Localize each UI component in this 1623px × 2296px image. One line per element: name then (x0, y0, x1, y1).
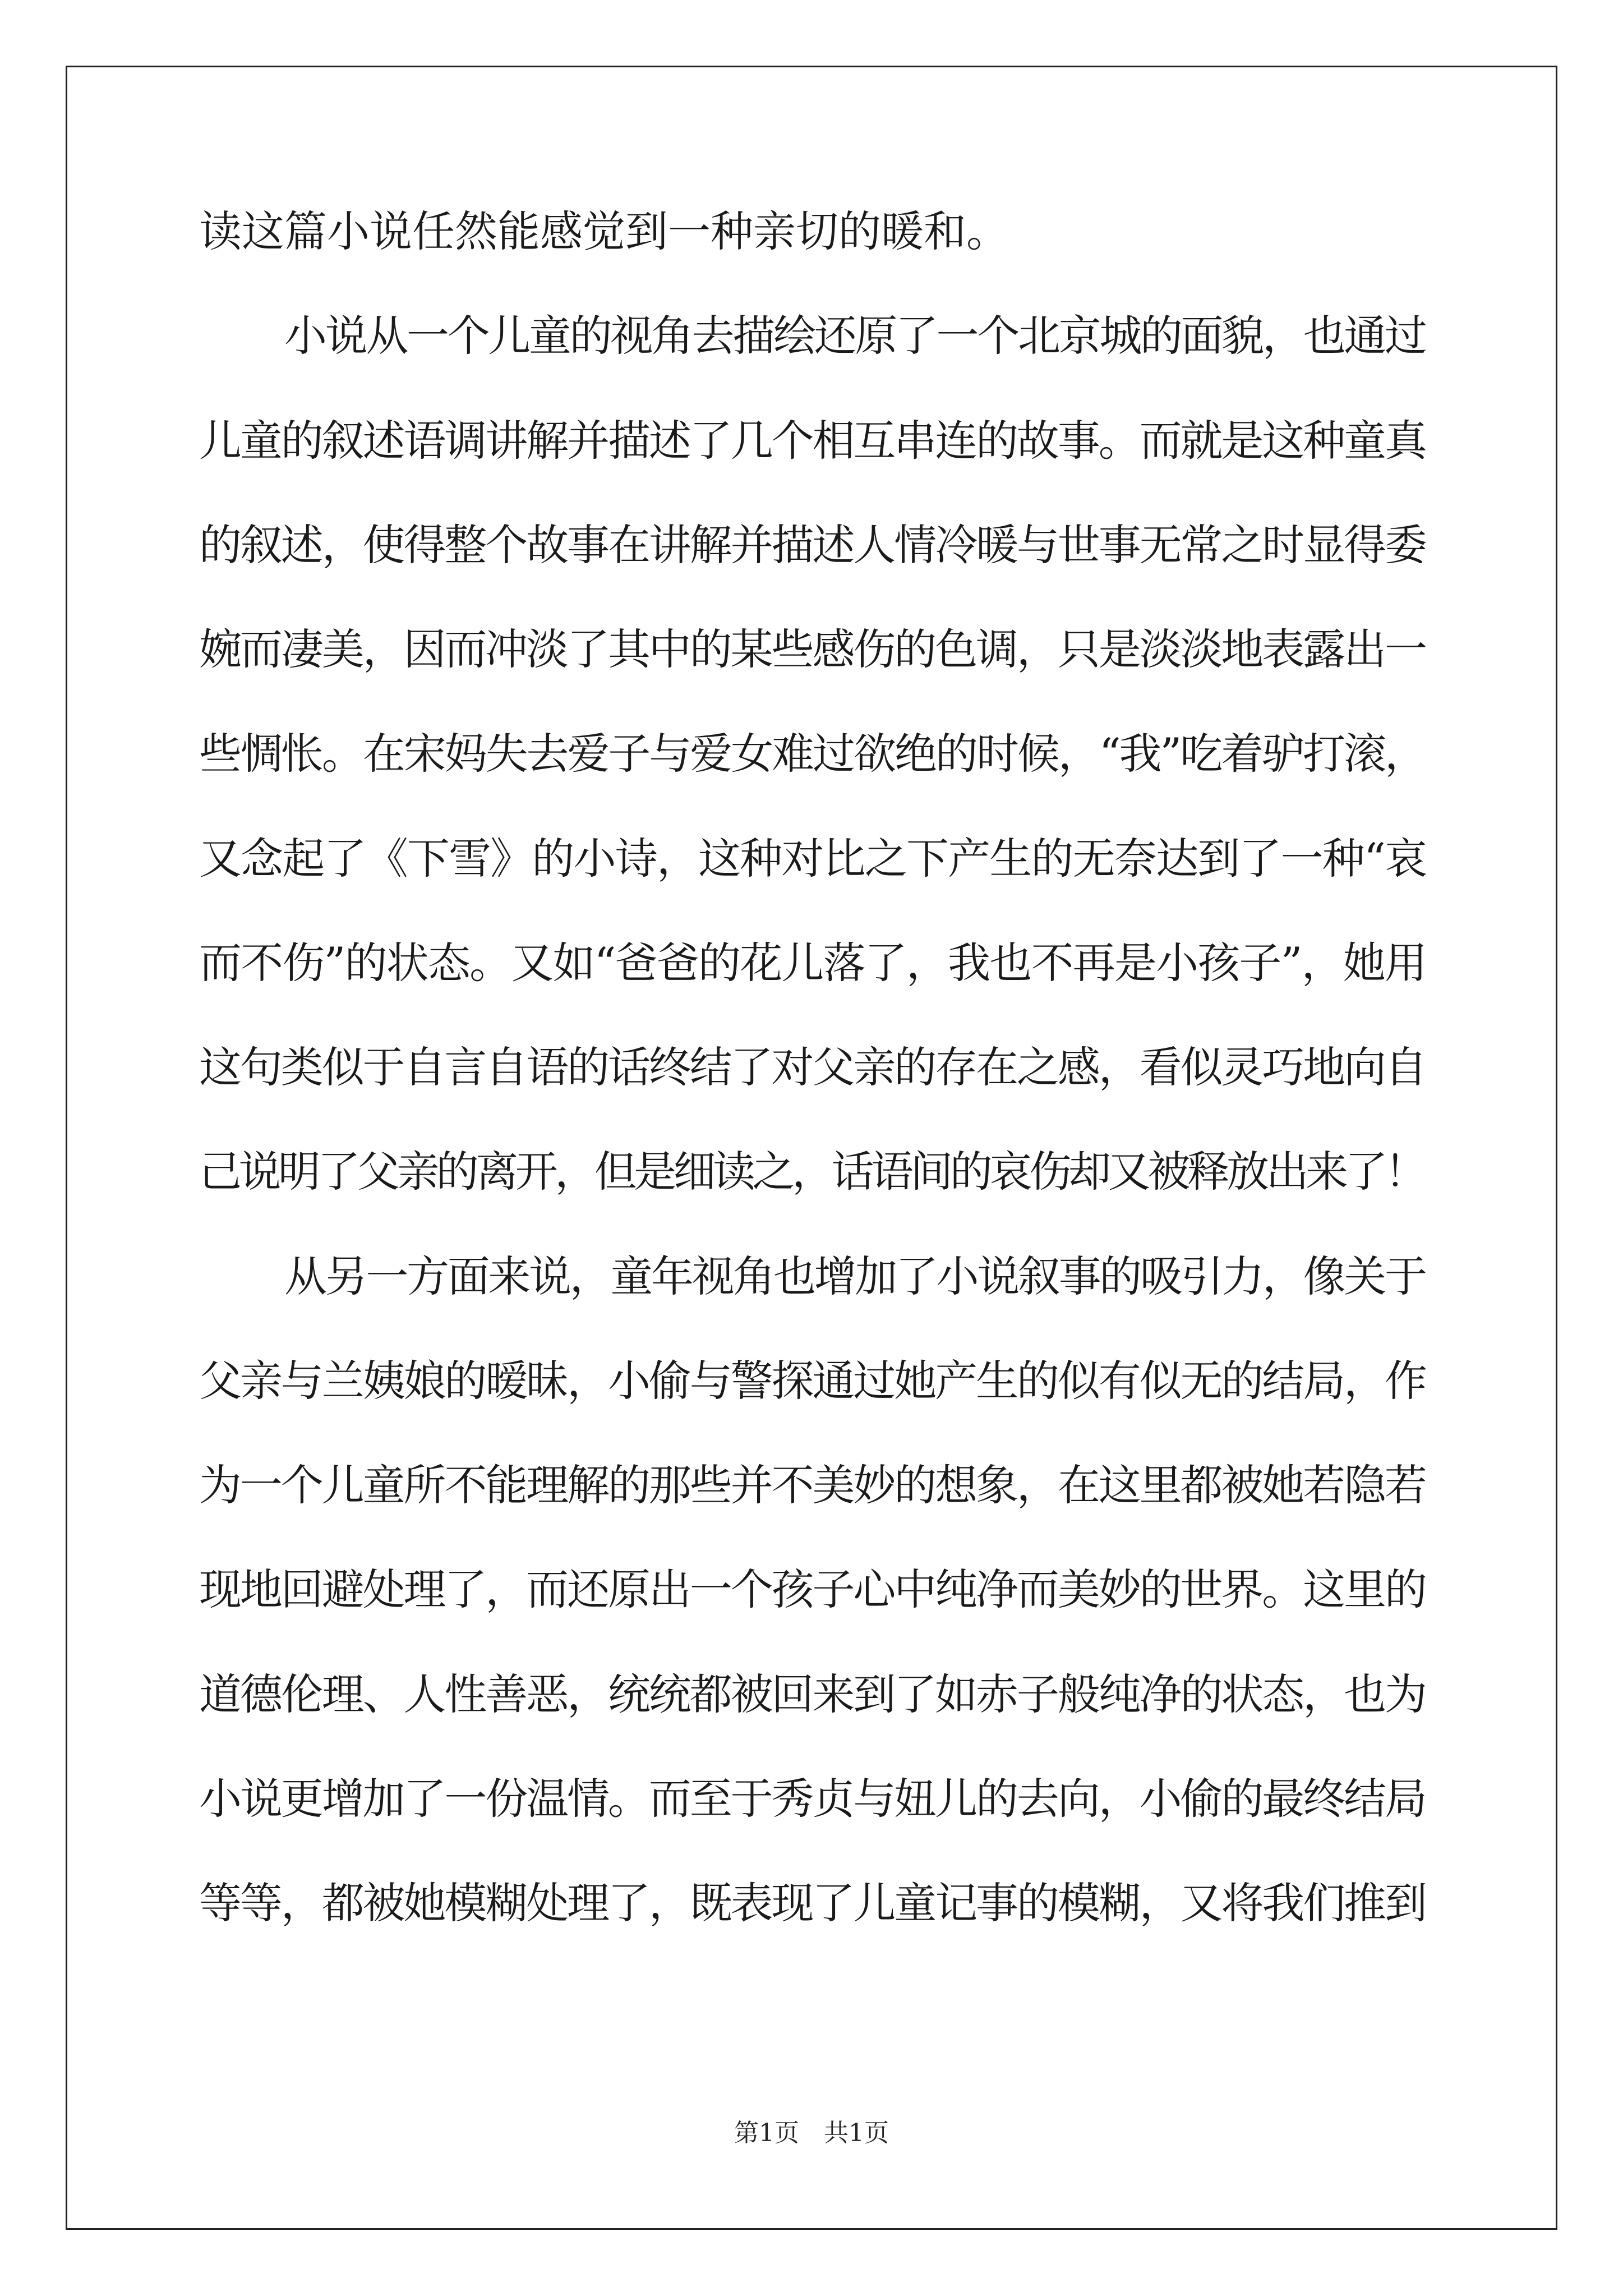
text-line: 己说明了父亲的离开，但是细读之，话语间的哀伤却又被释放出来了！ (199, 1147, 1424, 1197)
text-line: 等等，都被她模糊处理了，既表现了儿童记事的模糊，又将我们推到 (199, 1878, 1426, 1928)
text-line: 的叙述，使得整个故事在讲解并描述人情冷暖与世事无常之时显得委 (199, 520, 1426, 570)
text-line: 小说更增加了一份温情。而至于秀贞与妞儿的去向，小偷的最终结局 (199, 1774, 1426, 1824)
text-line: 为一个儿童所不能理解的那些并不美妙的想象，在这里都被她若隐若 (199, 1460, 1426, 1510)
text-line: 婉而凄美，因而冲淡了其中的某些感伤的色调，只是淡淡地表露出一 (199, 624, 1426, 674)
page-footer: 第1页 共1页 (734, 2119, 889, 2147)
text-line-indent: 从另一方面来说，童年视角也增加了小说叙事的吸引力，像关于 (284, 1251, 1426, 1301)
text-line: 读这篇小说任然能感觉到一种亲切的暖和。 (199, 206, 1009, 256)
text-line-indent: 小说从一个儿童的视角去描绘还原了一个北京城的面貌，也通过 (284, 311, 1426, 361)
text-line: 现地回避处理了，而还原出一个孩子心中纯净而美妙的世界。这里的 (199, 1565, 1426, 1614)
text-line: 儿童的叙述语调讲解并描述了几个相互串连的故事。而就是这种童真 (199, 416, 1426, 466)
text-line: 而不伤”的状态。又如“爸爸的花儿落了，我也不再是小孩子”，她用 (199, 938, 1427, 988)
text-line: 这句类似于自言自语的话终结了对父亲的存在之感，看似灵巧地向自 (199, 1042, 1426, 1092)
text-line: 又念起了《下雪》的小诗，这种对比之下产生的无奈达到了一种“哀 (199, 834, 1427, 884)
text-line: 父亲与兰姨娘的暧昧，小偷与警探通过她产生的似有似无的结局，作 (199, 1356, 1426, 1406)
text-line: 道德伦理、人性善恶，统统都被回来到了如赤子般纯净的状态，也为 (199, 1669, 1426, 1719)
text-line: 些惆怅。在宋妈失去爱子与爱女难过欲绝的时候，“我”吃着驴打滚， (199, 729, 1426, 779)
